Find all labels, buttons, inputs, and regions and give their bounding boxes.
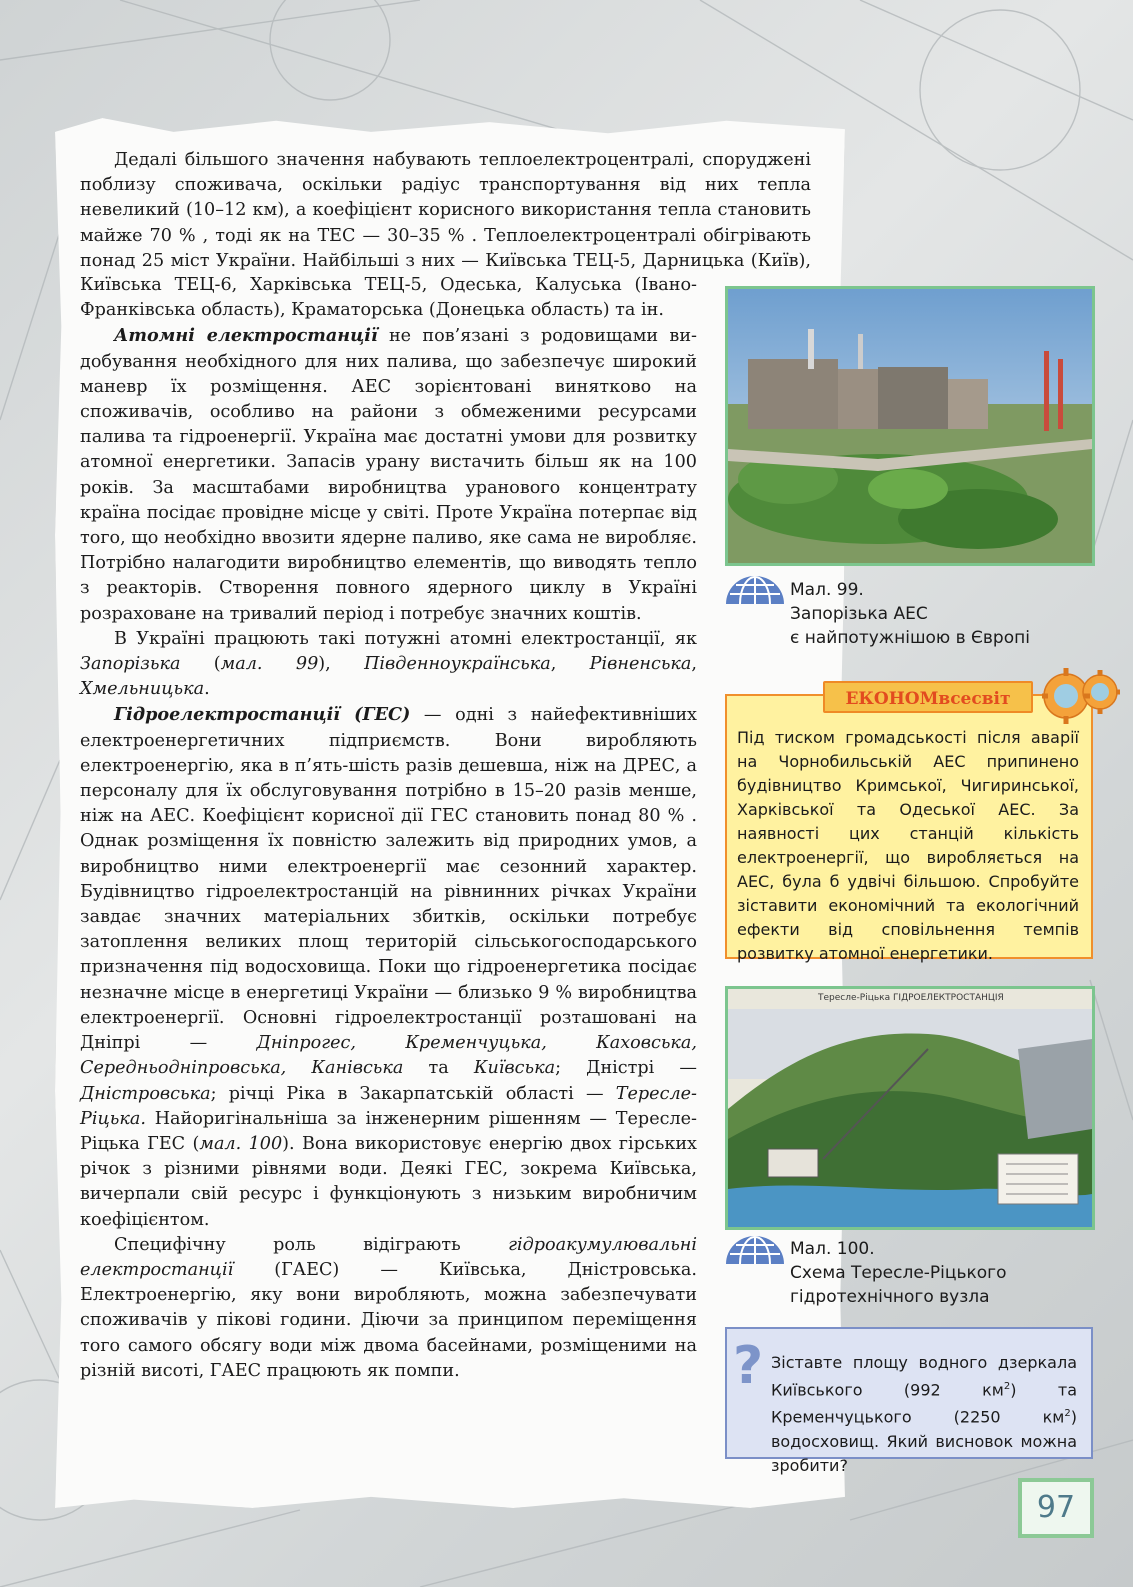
- main-text-body: [80, 273, 697, 1384]
- figure-100-caption-line1: Схема Тересле-Ріцького: [790, 1263, 1007, 1283]
- paragraph-5-segment-1: Специфічну роль відіграють: [114, 1234, 509, 1255]
- paragraph-4-segment-9: Тересле-Ріцька.: [80, 1083, 697, 1129]
- econom-box: [725, 694, 1093, 963]
- nuclear-plant-illustration: [728, 289, 1092, 563]
- paragraph-5-segment-2: гідроакумулювальні електростанції: [80, 1234, 697, 1280]
- paragraph-4-segment-5: Київська: [473, 1058, 556, 1079]
- paragraph-4-segment-1: Гідроелектростанції (ГЕС): [114, 704, 411, 726]
- paragraph-3-segment-1: В Україні працюють такі потужні атомні електростанції, як: [114, 628, 697, 649]
- question-text-middle: ) та Кременчуцького (2250 км: [771, 1380, 1077, 1427]
- figure-99-caption: [790, 578, 1030, 650]
- paragraph-4-segment-6: ; Дністрі —: [555, 1058, 697, 1079]
- paragraph-3-segment-9: ,: [691, 654, 697, 675]
- figure-99-photo: [725, 286, 1095, 566]
- paragraph-1-top: Дедалі більшого значення набувають теплоелектроцентралі, споруджені поблизу споживача, оскільки радіус транспортування від них тепла невеликий (10–12 км), а коефіцієнт корисного використання тепла становить майже 70 % , тоді як на ТЕС — 30–35 % . Теплоелектроцентралі обігрівають понад 25 міст України. Найбільші з них — Київська ТЕЦ-5, Дарницька (Київ),: [80, 150, 811, 271]
- question-box: [725, 1327, 1093, 1475]
- paragraph-4-segment-2: — одні з найефективніших електроенергетичних підприємств. Вони виробляють електроенергію, яка в п’ять-шість разів дешевша, ніж на ДРЕС, а персоналу для їх обслуговування потрібно в 15–20 разів менше, ніж на АЕС. Коефіцієнт корисної дії ГЕС становить понад 80 % . Однак розміщення їх повністю залежить від природних умов, а виробництво ними електроенергії має сезонний характер. Будівництво гідроелектростанцій на рівнинних річках України завдає значних матеріальних збитків, оскільки потребує затоплення великих площ територій сільськогосподарського призначення під водосховища. Поки що гідроенергетика посідає незначне місце в енергетиці України — близько 9 % виробництва електроенергії. Основні гідроелектростанції розташовані на Дніпрі —: [80, 705, 697, 1054]
- paragraph-4-segment-12: ). Вона використовує енергію двох гірських річок з різними рівнями води. Деякі ГЕС, зокрема Київська, вичерпали свій ресурс і функціонують з низьким виробничим коефіцієнтом.: [80, 1133, 697, 1230]
- paragraph-2-segment-1: Атомні електростанції: [114, 325, 378, 347]
- gear-icon: [1040, 662, 1120, 728]
- paragraph-4-segment-10: Найоригінальніша за інженерним рішенням — Тересле-Ріцька ГЕС (: [80, 1108, 697, 1154]
- paragraph-3-segment-3: (: [180, 654, 221, 675]
- paragraph-2-segment-2: не пов’язані з родовищами видобування необхідного для них палива, що забезпечує широкий маневр їх розміщення. АЕС зорієнтовані винятково на споживачів, особливо на райони з обмеженими ресурсами палива та гідроенергії. Україна має достатні умови для розвитку атомної енергетики. Запасів урану вистачить більш як на 100 років. За масштабами виробництва уранового концентрату країна посідає провідне місце у світі. Проте Україна потерпає від того, що необхідно ввозити ядерне паливо, яке сама не виробляє. Потрібно налагодити виробництво елементів, що виводять тепло з реакторів. Створення повного ядерного циклу в Україні розраховане на тривалий період і потребує значних коштів.: [80, 326, 697, 624]
- figure-100-number: Мал. 100.: [790, 1239, 875, 1259]
- question-text-before: Зіставте площу водного дзеркала Київського (992 км: [771, 1353, 1077, 1400]
- paragraph-atomic: [80, 323, 697, 626]
- hydro-scheme-illustration: [728, 989, 1092, 1227]
- paragraph-1-rest: Київська ТЕЦ-6, Харківська ТЕЦ-5, Одеська, Калуська (Івано-Франківська область), Краматорська (Донецька область) та ін.: [80, 275, 697, 321]
- paragraph-5-segment-3: (ГАЕС) — Київська, Дністровська. Електроенергію, яку вони виробляють, можна забезпечувати споживачів у пікові години. Діючи за принципом переміщення того самого обсягу води між двома басейнами, розміщеними на різній висоті, ГАЕС працюють як помпи.: [80, 1259, 697, 1381]
- page-number: 97: [1018, 1478, 1094, 1538]
- paragraph-3-segment-2: Запорізька: [80, 654, 181, 675]
- figure-100-caption-line2: гідротехнічного вузла: [790, 1287, 990, 1307]
- paragraph-3-segment-8: Рівненська: [589, 654, 692, 675]
- econom-label: ЕКОНОМвсесвіт: [823, 681, 1033, 713]
- globe-icon: [724, 574, 786, 604]
- paragraph-3-segment-7: ,: [550, 654, 590, 675]
- main-text-top: [80, 148, 811, 276]
- paragraph-4-segment-8: ; річці Ріка в Закарпатській області —: [210, 1083, 616, 1104]
- question-text-after: ) водосховищ. Який висновок можна зробити?: [771, 1407, 1077, 1475]
- figure-100-image: [725, 986, 1095, 1230]
- question-mark-icon: ?: [733, 1336, 764, 1396]
- figure-100-image-heading: Тересле-Ріцька ГІДРОЕЛЕКТРОСТАНЦІЯ: [818, 993, 1004, 1003]
- figure-100-caption: [790, 1237, 1007, 1309]
- paragraph-4-segment-11: мал. 100: [199, 1133, 283, 1154]
- paragraph-hydro: [80, 702, 697, 1232]
- paragraph-3-segment-4: мал. 99: [220, 654, 319, 675]
- figure-99-number: Мал. 99.: [790, 580, 864, 600]
- paragraph-4-segment-4: та: [403, 1058, 474, 1079]
- question-sup-1: 2: [1003, 1381, 1011, 1392]
- econom-text: Під тиском громадськості після аварії на Чорнобильській АЕС припинено будівництво Кримської, Чигиринської, Харківської та Одеської АЕС. За наявності цих станцій кількість електроенергії, що виробляється на АЕС, була б удвічі більшою. Спробуйте зіставити економічний та екологічний ефекти від сповільнення темпів розвитку атомної енергетики.: [737, 728, 1079, 963]
- figure-99-caption-line2: є найпотужнішою в Європі: [790, 628, 1030, 648]
- paragraph-3-segment-11: .: [204, 679, 210, 700]
- figure-99-caption-line1: Запорізька АЕС: [790, 604, 928, 624]
- paragraph-3-segment-5: ),: [318, 654, 365, 675]
- paragraph-4-segment-7: Дністровська: [80, 1083, 211, 1104]
- paragraph-4-segment-3: Дніпрогес, Кременчуцька, Каховська, Середньодніпровська, Канівська: [80, 1033, 697, 1079]
- paragraph-3-segment-6: Південноукраїнська: [364, 654, 551, 675]
- paragraph-npp-list: [80, 627, 697, 703]
- paragraph-3-segment-10: Хмельницька: [80, 679, 205, 700]
- paragraph-pumped-storage: [80, 1233, 697, 1384]
- globe-icon: [724, 1234, 786, 1264]
- question-sup-2: 2: [1064, 1408, 1071, 1420]
